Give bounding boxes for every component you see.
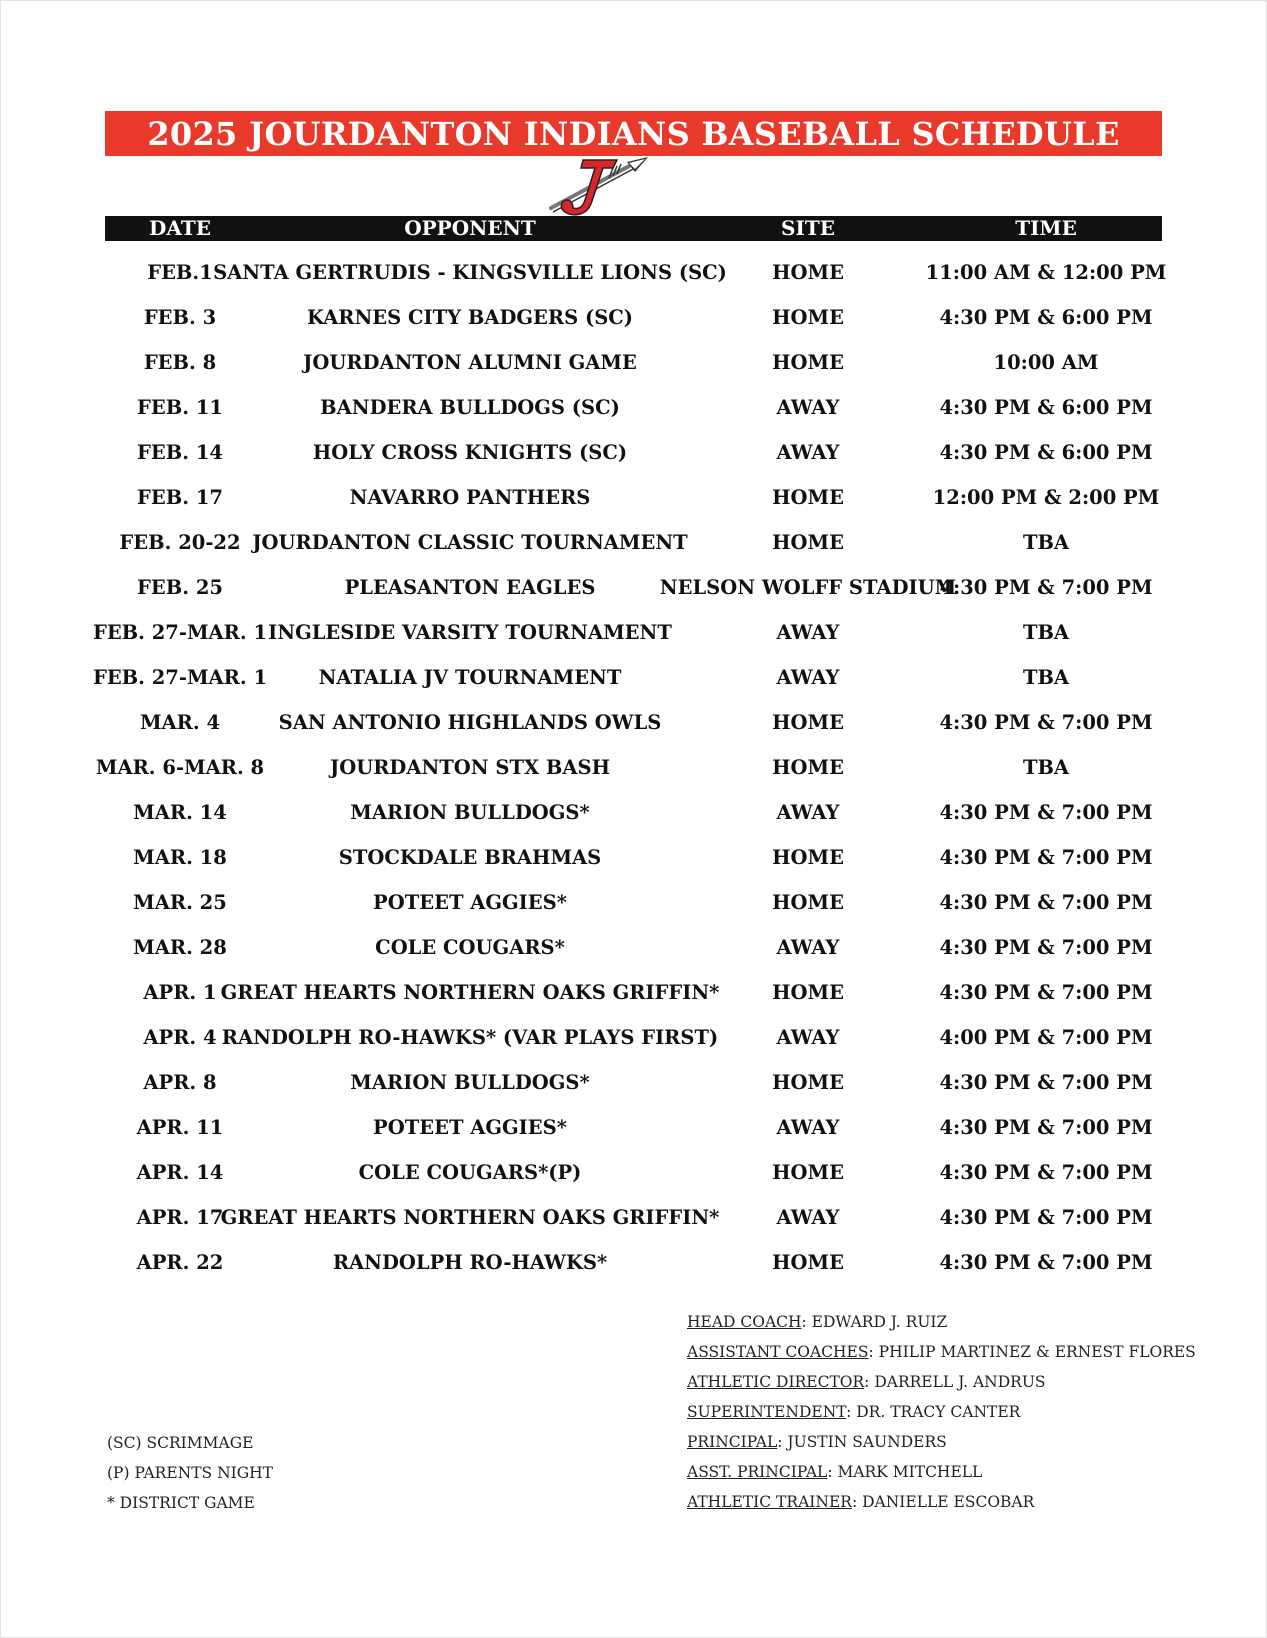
game-time: TBA xyxy=(1022,756,1070,779)
game-opponent: PLEASANTON EAGLES xyxy=(344,576,596,599)
staff-name: : EDWARD J. RUIZ xyxy=(801,1313,948,1331)
game-site: AWAY xyxy=(776,666,840,689)
staff-name: : JUSTIN SAUNDERS xyxy=(777,1433,947,1451)
game-time: 4:30 PM & 6:00 PM xyxy=(939,306,1153,329)
game-date: FEB. 27-MAR. 1 xyxy=(92,666,268,689)
table-row xyxy=(0,520,1267,565)
game-time: 4:30 PM & 7:00 PM xyxy=(939,801,1153,824)
game-time: 4:30 PM & 7:00 PM xyxy=(939,711,1153,734)
game-date: APR. 17 xyxy=(136,1206,224,1229)
game-opponent: RANDOLPH RO-HAWKS* (VAR PLAYS FIRST) xyxy=(221,1026,719,1049)
game-date: FEB. 8 xyxy=(143,351,217,374)
table-row xyxy=(0,340,1267,385)
game-time: 4:30 PM & 7:00 PM xyxy=(939,936,1153,959)
game-date: MAR. 25 xyxy=(133,891,227,914)
game-time: TBA xyxy=(1022,621,1070,644)
game-site: AWAY xyxy=(776,1206,840,1229)
table-row xyxy=(0,790,1267,835)
game-site: AWAY xyxy=(776,621,840,644)
game-date: FEB. 27-MAR. 1 xyxy=(92,621,268,644)
staff-name: : MARK MITCHELL xyxy=(827,1463,983,1481)
staff-role: SUPERINTENDENT xyxy=(687,1403,847,1421)
staff-role: ATHLETIC TRAINER xyxy=(687,1493,852,1511)
legend-item: (SC) SCRIMMAGE xyxy=(107,1434,254,1452)
spear-j-logo-icon xyxy=(547,156,649,218)
game-opponent: BANDERA BULLDOGS (SC) xyxy=(320,396,620,419)
game-opponent: POTEET AGGIES* xyxy=(373,1116,567,1139)
game-date: APR. 8 xyxy=(143,1071,217,1094)
game-opponent: RANDOLPH RO-HAWKS* xyxy=(332,1251,608,1274)
table-row xyxy=(0,1240,1267,1285)
table-row xyxy=(0,1195,1267,1240)
game-site: HOME xyxy=(772,756,844,779)
game-date: FEB. 11 xyxy=(137,396,223,419)
game-time: 4:00 PM & 7:00 PM xyxy=(939,1026,1153,1049)
table-row xyxy=(0,610,1267,655)
table-row xyxy=(0,295,1267,340)
table-row xyxy=(0,1060,1267,1105)
game-opponent: HOLY CROSS KNIGHTS (SC) xyxy=(312,441,628,464)
game-date: APR. 22 xyxy=(136,1251,224,1274)
game-date: APR. 4 xyxy=(143,1026,217,1049)
schedule-rows xyxy=(0,250,1267,1285)
header-site: SITE xyxy=(781,216,835,240)
table-row xyxy=(0,655,1267,700)
game-site: HOME xyxy=(772,711,844,734)
game-time: 4:30 PM & 7:00 PM xyxy=(939,891,1153,914)
table-row xyxy=(0,1150,1267,1195)
game-time: 4:30 PM & 7:00 PM xyxy=(939,1161,1153,1184)
table-row xyxy=(0,385,1267,430)
table-row xyxy=(0,430,1267,475)
game-date: MAR. 18 xyxy=(133,846,227,869)
staff-name: : PHILIP MARTINEZ & ERNEST FLORES xyxy=(868,1343,1196,1361)
game-opponent: MARION BULLDOGS* xyxy=(350,1071,590,1094)
staff-name: : DARRELL J. ANDRUS xyxy=(864,1373,1046,1391)
game-site: HOME xyxy=(772,531,844,554)
game-time: 4:30 PM & 7:00 PM xyxy=(939,1071,1153,1094)
game-date: FEB. 14 xyxy=(137,441,223,464)
game-site: HOME xyxy=(772,846,844,869)
game-site: HOME xyxy=(772,261,844,284)
game-site: AWAY xyxy=(776,801,840,824)
table-row xyxy=(0,250,1267,295)
game-time: 4:30 PM & 7:00 PM xyxy=(939,576,1153,599)
coaching-staff-list xyxy=(687,1307,1196,1517)
table-row xyxy=(0,565,1267,610)
game-time: 4:30 PM & 7:00 PM xyxy=(939,1251,1153,1274)
game-time: 4:30 PM & 7:00 PM xyxy=(939,1116,1153,1139)
header-time: TIME xyxy=(1015,216,1077,240)
game-date: APR. 1 xyxy=(143,981,217,1004)
game-opponent: COLE COUGARS*(P) xyxy=(358,1161,582,1184)
table-row xyxy=(0,745,1267,790)
game-site: HOME xyxy=(772,306,844,329)
game-opponent: SAN ANTONIO HIGHLANDS OWLS xyxy=(278,711,662,734)
game-site: HOME xyxy=(772,351,844,374)
legend-item: * DISTRICT GAME xyxy=(107,1494,255,1512)
game-opponent: STOCKDALE BRAHMAS xyxy=(338,846,602,869)
game-opponent: INGLESIDE VARSITY TOURNAMENT xyxy=(268,621,672,644)
game-opponent: JOURDANTON ALUMNI GAME xyxy=(303,351,637,374)
game-opponent: JOURDANTON CLASSIC TOURNAMENT xyxy=(252,531,688,554)
game-date: MAR. 4 xyxy=(139,711,221,734)
game-site: AWAY xyxy=(776,396,840,419)
table-row xyxy=(0,835,1267,880)
game-time: 4:30 PM & 6:00 PM xyxy=(939,441,1153,464)
staff-role: PRINCIPAL xyxy=(687,1433,778,1451)
game-time: 4:30 PM & 7:00 PM xyxy=(939,846,1153,869)
game-time: 4:30 PM & 6:00 PM xyxy=(939,396,1153,419)
game-date: FEB.1 xyxy=(147,261,213,284)
staff-role: ASSISTANT COACHES xyxy=(687,1343,869,1361)
game-time: 4:30 PM & 7:00 PM xyxy=(939,1206,1153,1229)
game-opponent: GREAT HEARTS NORTHERN OAKS GRIFFIN* xyxy=(220,1206,720,1229)
table-row xyxy=(0,1105,1267,1150)
legend-list xyxy=(107,1428,273,1518)
game-opponent: JOURDANTON STX BASH xyxy=(329,756,611,779)
staff-entry xyxy=(687,1367,1196,1397)
game-site: HOME xyxy=(772,1161,844,1184)
game-time: TBA xyxy=(1022,531,1070,554)
staff-role: ASST. PRINCIPAL xyxy=(687,1463,828,1481)
table-row xyxy=(0,475,1267,520)
game-time: 12:00 PM & 2:00 PM xyxy=(932,486,1160,509)
game-site: HOME xyxy=(772,1251,844,1274)
game-opponent: SANTA GERTRUDIS - KINGSVILLE LIONS (SC) xyxy=(213,261,727,284)
staff-entry xyxy=(687,1457,1196,1487)
game-site: AWAY xyxy=(776,1026,840,1049)
game-time: TBA xyxy=(1022,666,1070,689)
game-opponent: COLE COUGARS* xyxy=(375,936,565,959)
staff-role: HEAD COACH xyxy=(687,1313,802,1331)
game-site: AWAY xyxy=(776,1116,840,1139)
game-site: HOME xyxy=(772,486,844,509)
game-date: MAR. 28 xyxy=(133,936,227,959)
table-row xyxy=(0,1015,1267,1060)
game-date: APR. 14 xyxy=(136,1161,224,1184)
staff-entry xyxy=(687,1337,1196,1367)
staff-entry xyxy=(687,1427,1196,1457)
staff-name: : DANIELLE ESCOBAR xyxy=(851,1493,1035,1511)
game-site: NELSON WOLFF STADIUM xyxy=(659,576,957,599)
staff-role: ATHLETIC DIRECTOR xyxy=(687,1373,865,1391)
game-date: FEB. 20-22 xyxy=(119,531,241,554)
game-site: HOME xyxy=(772,1071,844,1094)
page-title: 2025 JOURDANTON INDIANS BASEBALL SCHEDULE xyxy=(147,114,1120,153)
game-opponent: POTEET AGGIES* xyxy=(373,891,567,914)
legend-item: (P) PARENTS NIGHT xyxy=(107,1464,274,1482)
header-opponent: OPPONENT xyxy=(404,216,536,240)
schedule-title-banner xyxy=(105,111,1162,156)
game-opponent: NAVARRO PANTHERS xyxy=(349,486,591,509)
staff-entry xyxy=(687,1487,1196,1517)
table-row xyxy=(0,970,1267,1015)
game-opponent: MARION BULLDOGS* xyxy=(350,801,590,824)
table-row xyxy=(0,700,1267,745)
staff-entry xyxy=(687,1397,1196,1427)
game-opponent: NATALIA JV TOURNAMENT xyxy=(318,666,622,689)
game-date: FEB. 17 xyxy=(137,486,223,509)
game-date: APR. 11 xyxy=(136,1116,224,1139)
game-date: FEB. 3 xyxy=(143,306,217,329)
game-opponent: KARNES CITY BADGERS (SC) xyxy=(306,306,634,329)
game-site: AWAY xyxy=(776,441,840,464)
table-row xyxy=(0,880,1267,925)
game-site: AWAY xyxy=(776,936,840,959)
table-row xyxy=(0,925,1267,970)
staff-name: : DR. TRACY CANTER xyxy=(846,1403,1021,1421)
header-date: DATE xyxy=(149,216,211,240)
game-time: 10:00 AM xyxy=(993,351,1099,374)
game-date: MAR. 6-MAR. 8 xyxy=(95,756,265,779)
game-date: MAR. 14 xyxy=(133,801,227,824)
game-date: FEB. 25 xyxy=(137,576,223,599)
staff-entry xyxy=(687,1307,1196,1337)
table-header-bar xyxy=(105,216,1162,241)
game-time: 11:00 AM & 12:00 PM xyxy=(925,261,1167,284)
game-time: 4:30 PM & 7:00 PM xyxy=(939,981,1153,1004)
game-site: HOME xyxy=(772,981,844,1004)
game-site: HOME xyxy=(772,891,844,914)
game-opponent: GREAT HEARTS NORTHERN OAKS GRIFFIN* xyxy=(220,981,720,1004)
